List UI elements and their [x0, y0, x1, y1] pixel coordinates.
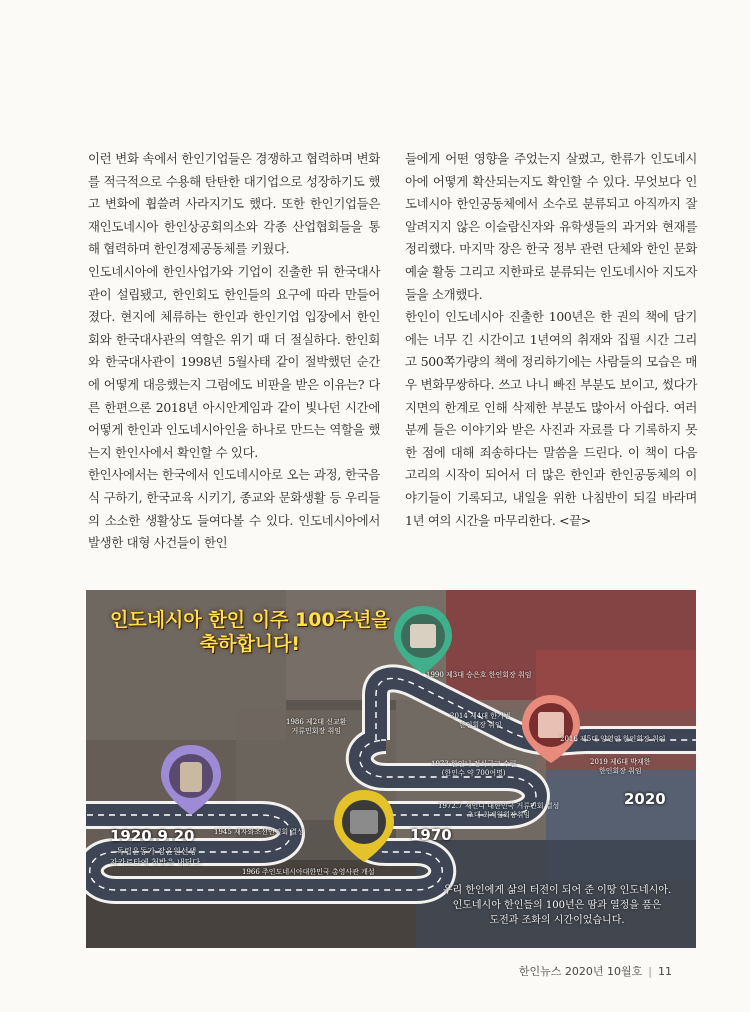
right-column [405, 148, 697, 532]
paragraph: 인도네시아에 한인사업가와 기업이 진출한 뒤 한국대사관이 설립됐고, 한인회도 한인들의 요구에 따라 만들어졌다. 현지에 체류하는 한인과 한인기업 입장에서 한인회와 한국대사관의 역할은 위기 때 더 절실하다. 한인회와 한국대사관이 1998년 5월사태 같이 절박했던 순간에 어떻게 대응했는지 그럼에도 비판을 받은 이유는? 다른 한편으론 2018년 아시안게임과 같이 빛나던 시간에 어떻게 한인과 인도네시아인을 하나로 만드는 역할을 했는지 한인사에서 확인할 수 있다. [88, 263, 380, 460]
paragraph: 한인이 인도네시아 진출한 100년은 한 권의 책에 담기에는 너무 긴 시간이고 1년여의 취재와 집필 시간 그리고 500쪽가량의 책에 정리하기에는 사람들의 모습은 매우 변화무쌍하다. 쓰고 나니 빠진 부분도 보이고, 썼다가 지면의 한계로 인해 삭제한 부분도 많아서 아쉽다. 여러분께 들은 이야기와 받은 사진과 자료를 다 기록하지 못한 점에 대해 죄송하다는 말씀을 드린다. 이 책이 다음 고리의 시작이 되어서 더 많은 한인과 한인공동체의 이야기들이 기록되고, 내일을 위한 나침반이 되길 바라며 1년 여의 시간을 마무리한다. <끝> [405, 309, 697, 528]
year-1920-desc-line-1: 독립운동가 장윤원선생 [116, 847, 197, 856]
publication-name: 한인뉴스 2020년 10월호 [518, 965, 643, 978]
event-1986 [286, 718, 347, 736]
event-2019-line-1: 2019 제6대 박재한 [590, 758, 651, 766]
paragraph: 들에게 어떤 영향을 주었는지 살폈고, 한류가 인도네시아에 어떻게 확산되는지도 확인할 수 있다. 무엇보다 인도네시아 한인공동체에서 소수로 분류되고 아직까지 잘 알려지지 않은 이슬람신자와 유학생들의 과거와 현재를 정리했다. 마지막 장은 한국 정부 관련 단체와 한인 문화예술 활동 그리고 지한파로 분류되는 인도네시아 지도자들을 소개했다. [405, 151, 697, 302]
caption-line-2: 인도네시아 한인들의 100년은 땀과 열정을 품은 [452, 900, 662, 911]
event-1972-line-2: 초대 최계월회장취임 [467, 811, 531, 819]
event-1973-line-1: 1973 한인니 정식국교 수립 [431, 760, 517, 768]
headline-line-1: 인도네시아 한인 이주 100주년을 [110, 609, 390, 631]
event-1973 [431, 760, 516, 778]
year-1920-label: 1920.9.20 [110, 827, 195, 845]
event-1986-line-1: 1986 제2대 신교환 [286, 718, 347, 726]
footer-separator: | [648, 965, 652, 978]
event-1990: 1990 제3대 승은호 한인회장 취임 [426, 671, 532, 679]
event-2014 [450, 712, 511, 730]
event-1973-line-2: (한인수 약 700여명) [441, 769, 506, 777]
event-2019-line-2: 한인회장 취임 [598, 767, 642, 775]
page-number: 11 [658, 965, 672, 978]
event-1945: 1945 재자와조선인민회 결성 [214, 828, 304, 836]
event-2014-line-2: 한인회장 취임 [458, 721, 502, 729]
event-1966: 1966 주인도네시아대한민국 총영사관 개설 [242, 868, 375, 876]
event-2019 [590, 758, 651, 776]
figure-caption [432, 883, 682, 928]
event-2014-line-1: 2014 제4대 한기범 [450, 712, 511, 720]
paragraph: 한인사에서는 한국에서 인도네시아로 오는 과정, 한국음식 구하기, 한국교육 시키기, 종교와 문화생활 등 우리들의 소소한 생활상도 들여다볼 수 있다. 인도네시아에서 발생한 대형 사건들이 한인 [88, 467, 380, 551]
event-1972-line-1: 1972.7 재인니 대한민국 거류민회 결성 [438, 802, 560, 810]
year-1970-label: 1970 [410, 826, 452, 844]
timeline-illustration [86, 590, 696, 948]
event-2016: 2016 제5대 양영연 한인회장 취임 [560, 735, 666, 743]
paragraph: 이런 변화 속에서 한인기업들은 경쟁하고 협력하며 변화를 적극적으로 수용해 탄탄한 대기업으로 성장하기도 했고 변화에 휩쓸려 사라지기도 했다. 또한 한인기업들은 재인도네시아 한인상공회의소와 각종 산업협회들을 통해 협력하며 한인경제공동체를 키웠다. [88, 151, 380, 257]
page-footer [519, 963, 672, 979]
headline-line-2: 축하합니다! [199, 633, 301, 655]
year-1920-description [110, 846, 203, 868]
year-1920-desc-line-2: 자카르타에 첫발을 내딛다. [110, 858, 203, 867]
left-column [88, 148, 380, 555]
headline [110, 608, 390, 656]
event-1986-line-2: 거류민회장 취임 [291, 727, 342, 735]
caption-line-1: 우리 한인에게 삶의 터전이 되어 준 이땅 인도네시아. [442, 885, 672, 896]
year-2020-label: 2020 [624, 790, 666, 808]
caption-line-3: 도전과 조화의 시간이었습니다. [489, 915, 625, 926]
event-1972 [438, 802, 559, 820]
